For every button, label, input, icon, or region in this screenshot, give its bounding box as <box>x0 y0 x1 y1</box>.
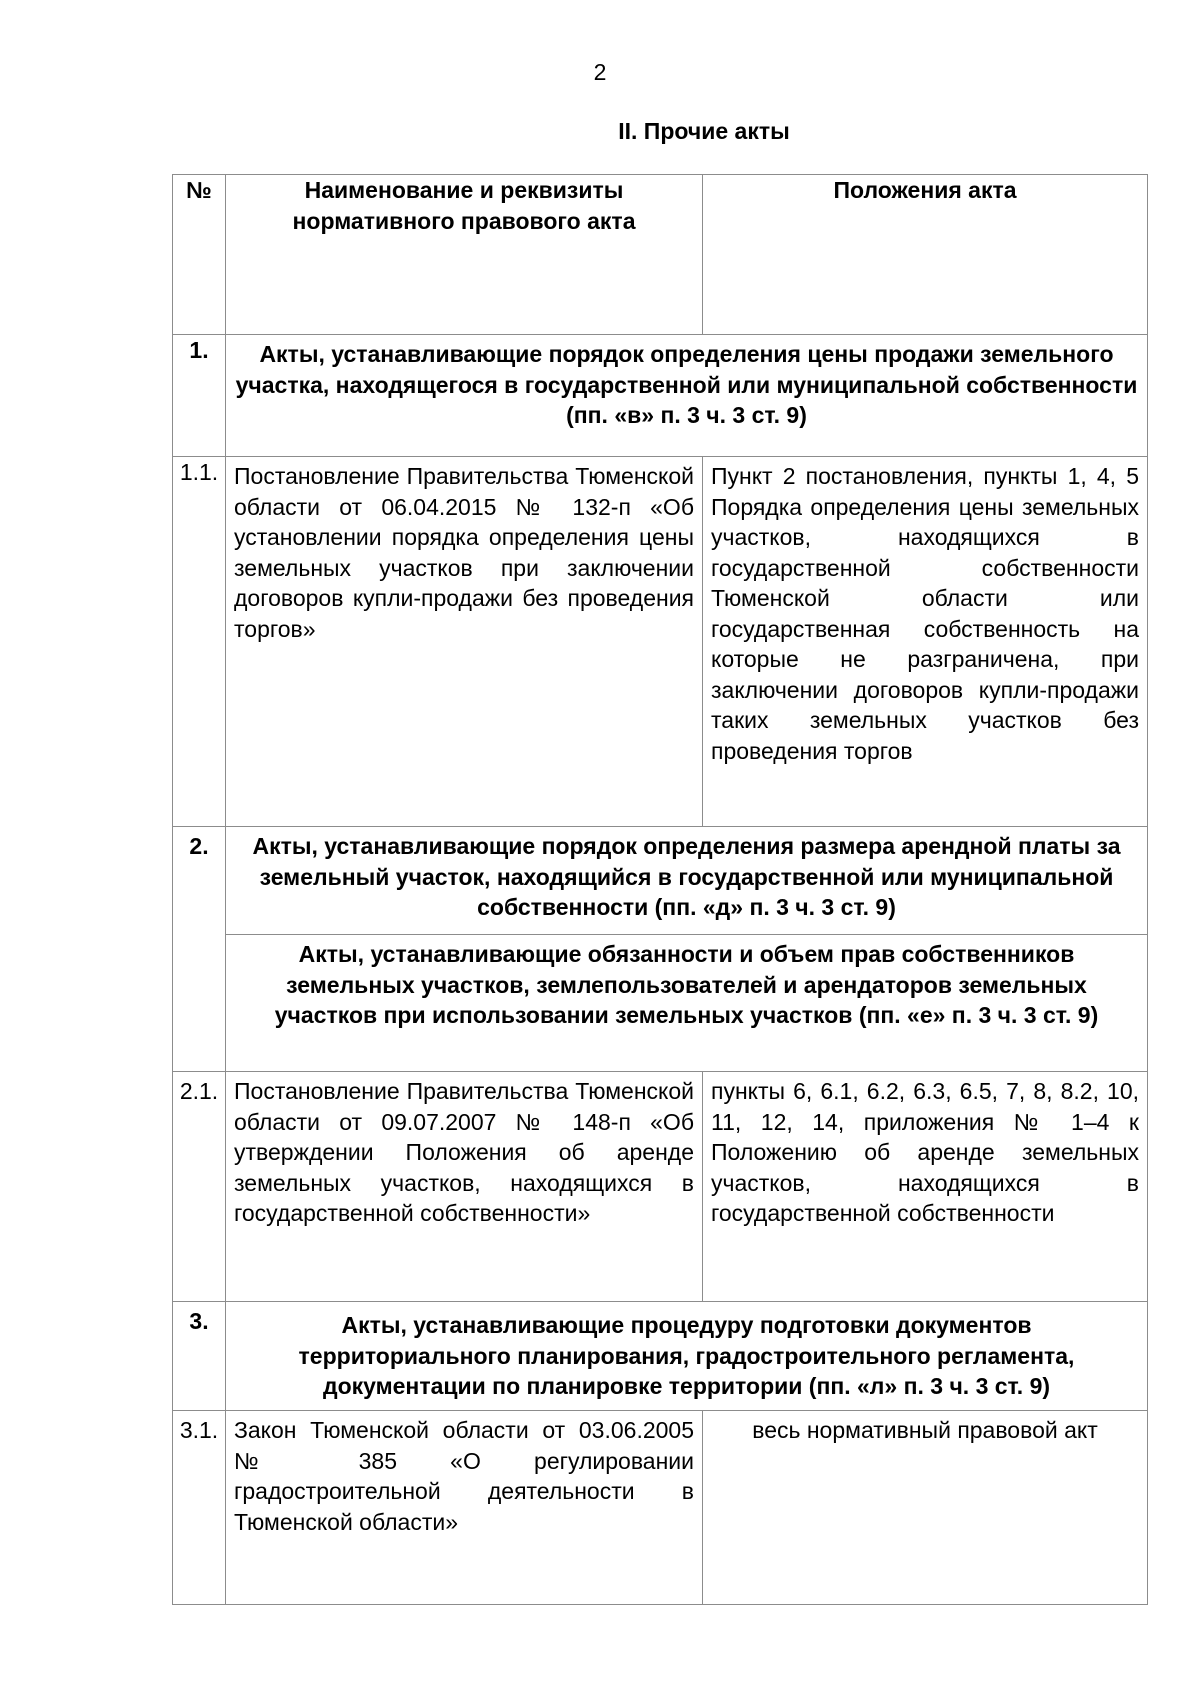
group-1-num: 1. <box>173 335 226 457</box>
row-1-1-provisions: Пункт 2 постановления, пункты 1, 4, 5 Порядка определения цены земельных участков, находящихся в государственной собственности Тюменской области или государственная собственность на которые не разграничена, при заключении договоров купли-продажи таких земельных участков без проведения торгов <box>703 457 1148 827</box>
row-2-1-provisions: пункты 6, 6.1, 6.2, 6.3, 6.5, 7, 8, 8.2, 10, 11, 12, 14, приложения № 1–4 к Положению об аренде земельных участков, находящихся в государственной собственности <box>703 1072 1148 1302</box>
group-row-3 <box>173 1302 1148 1411</box>
group-3-num: 3. <box>173 1302 226 1411</box>
group-1-title: Акты, устанавливающие порядок определения цены продажи земельного участка, находящегося в государственной или муниципальной собственности (пп. «в» п. 3 ч. 3 ст. 9) <box>226 335 1148 457</box>
row-3-1-num: 3.1. <box>173 1411 226 1605</box>
header-provisions: Положения акта <box>703 175 1148 335</box>
group-row-2-sub <box>173 935 1148 1072</box>
row-2-1-name: Постановление Правительства Тюменской области от 09.07.2007 № 148-п «Об утверждении Положения об аренде земельных участков, находящихся в государственной собственности» <box>226 1072 703 1302</box>
page-number: 2 <box>593 59 607 85</box>
row-3-1-provisions: весь нормативный правовой акт <box>703 1411 1148 1605</box>
table-row <box>173 1411 1148 1605</box>
header-name: Наименование и реквизиты нормативного правового акта <box>226 175 703 335</box>
group-2-subtitle: Акты, устанавливающие обязанности и объем прав собственников земельных участков, землепользователей и арендаторов земельных участков при использовании земельных участков (пп. «е» п. 3 ч. 3 ст. 9) <box>226 935 1148 1072</box>
group-row-2 <box>173 827 1148 935</box>
section-title: II. Прочие акты <box>618 118 790 144</box>
group-2-title: Акты, устанавливающие порядок определения размера арендной платы за земельный участок, находящийся в государственной или муниципальной собственности (пп. «д» п. 3 ч. 3 ст. 9) <box>226 827 1148 935</box>
table-row <box>173 457 1148 827</box>
row-3-1-name: Закон Тюменской области от 03.06.2005 № 385 «О регулировании градостроительной деятельности в Тюменской области» <box>226 1411 703 1605</box>
row-2-1-num: 2.1. <box>173 1072 226 1302</box>
table-header-row <box>173 175 1148 335</box>
group-row-1 <box>173 335 1148 457</box>
group-3-title: Акты, устанавливающие процедуру подготовки документов территориального планирования, градостроительного регламента, документации по планировке территории (пп. «л» п. 3 ч. 3 ст. 9) <box>226 1302 1148 1411</box>
header-num: № <box>173 175 226 335</box>
group-2-num: 2. <box>173 827 226 1072</box>
row-1-1-name: Постановление Правительства Тюменской области от 06.04.2015 № 132-п «Об установлении порядка определения цены земельных участков при заключении договоров купли-продажи без проведения торгов» <box>226 457 703 827</box>
row-1-1-num: 1.1. <box>173 457 226 827</box>
table-row <box>173 1072 1148 1302</box>
acts-table <box>172 174 1148 1605</box>
